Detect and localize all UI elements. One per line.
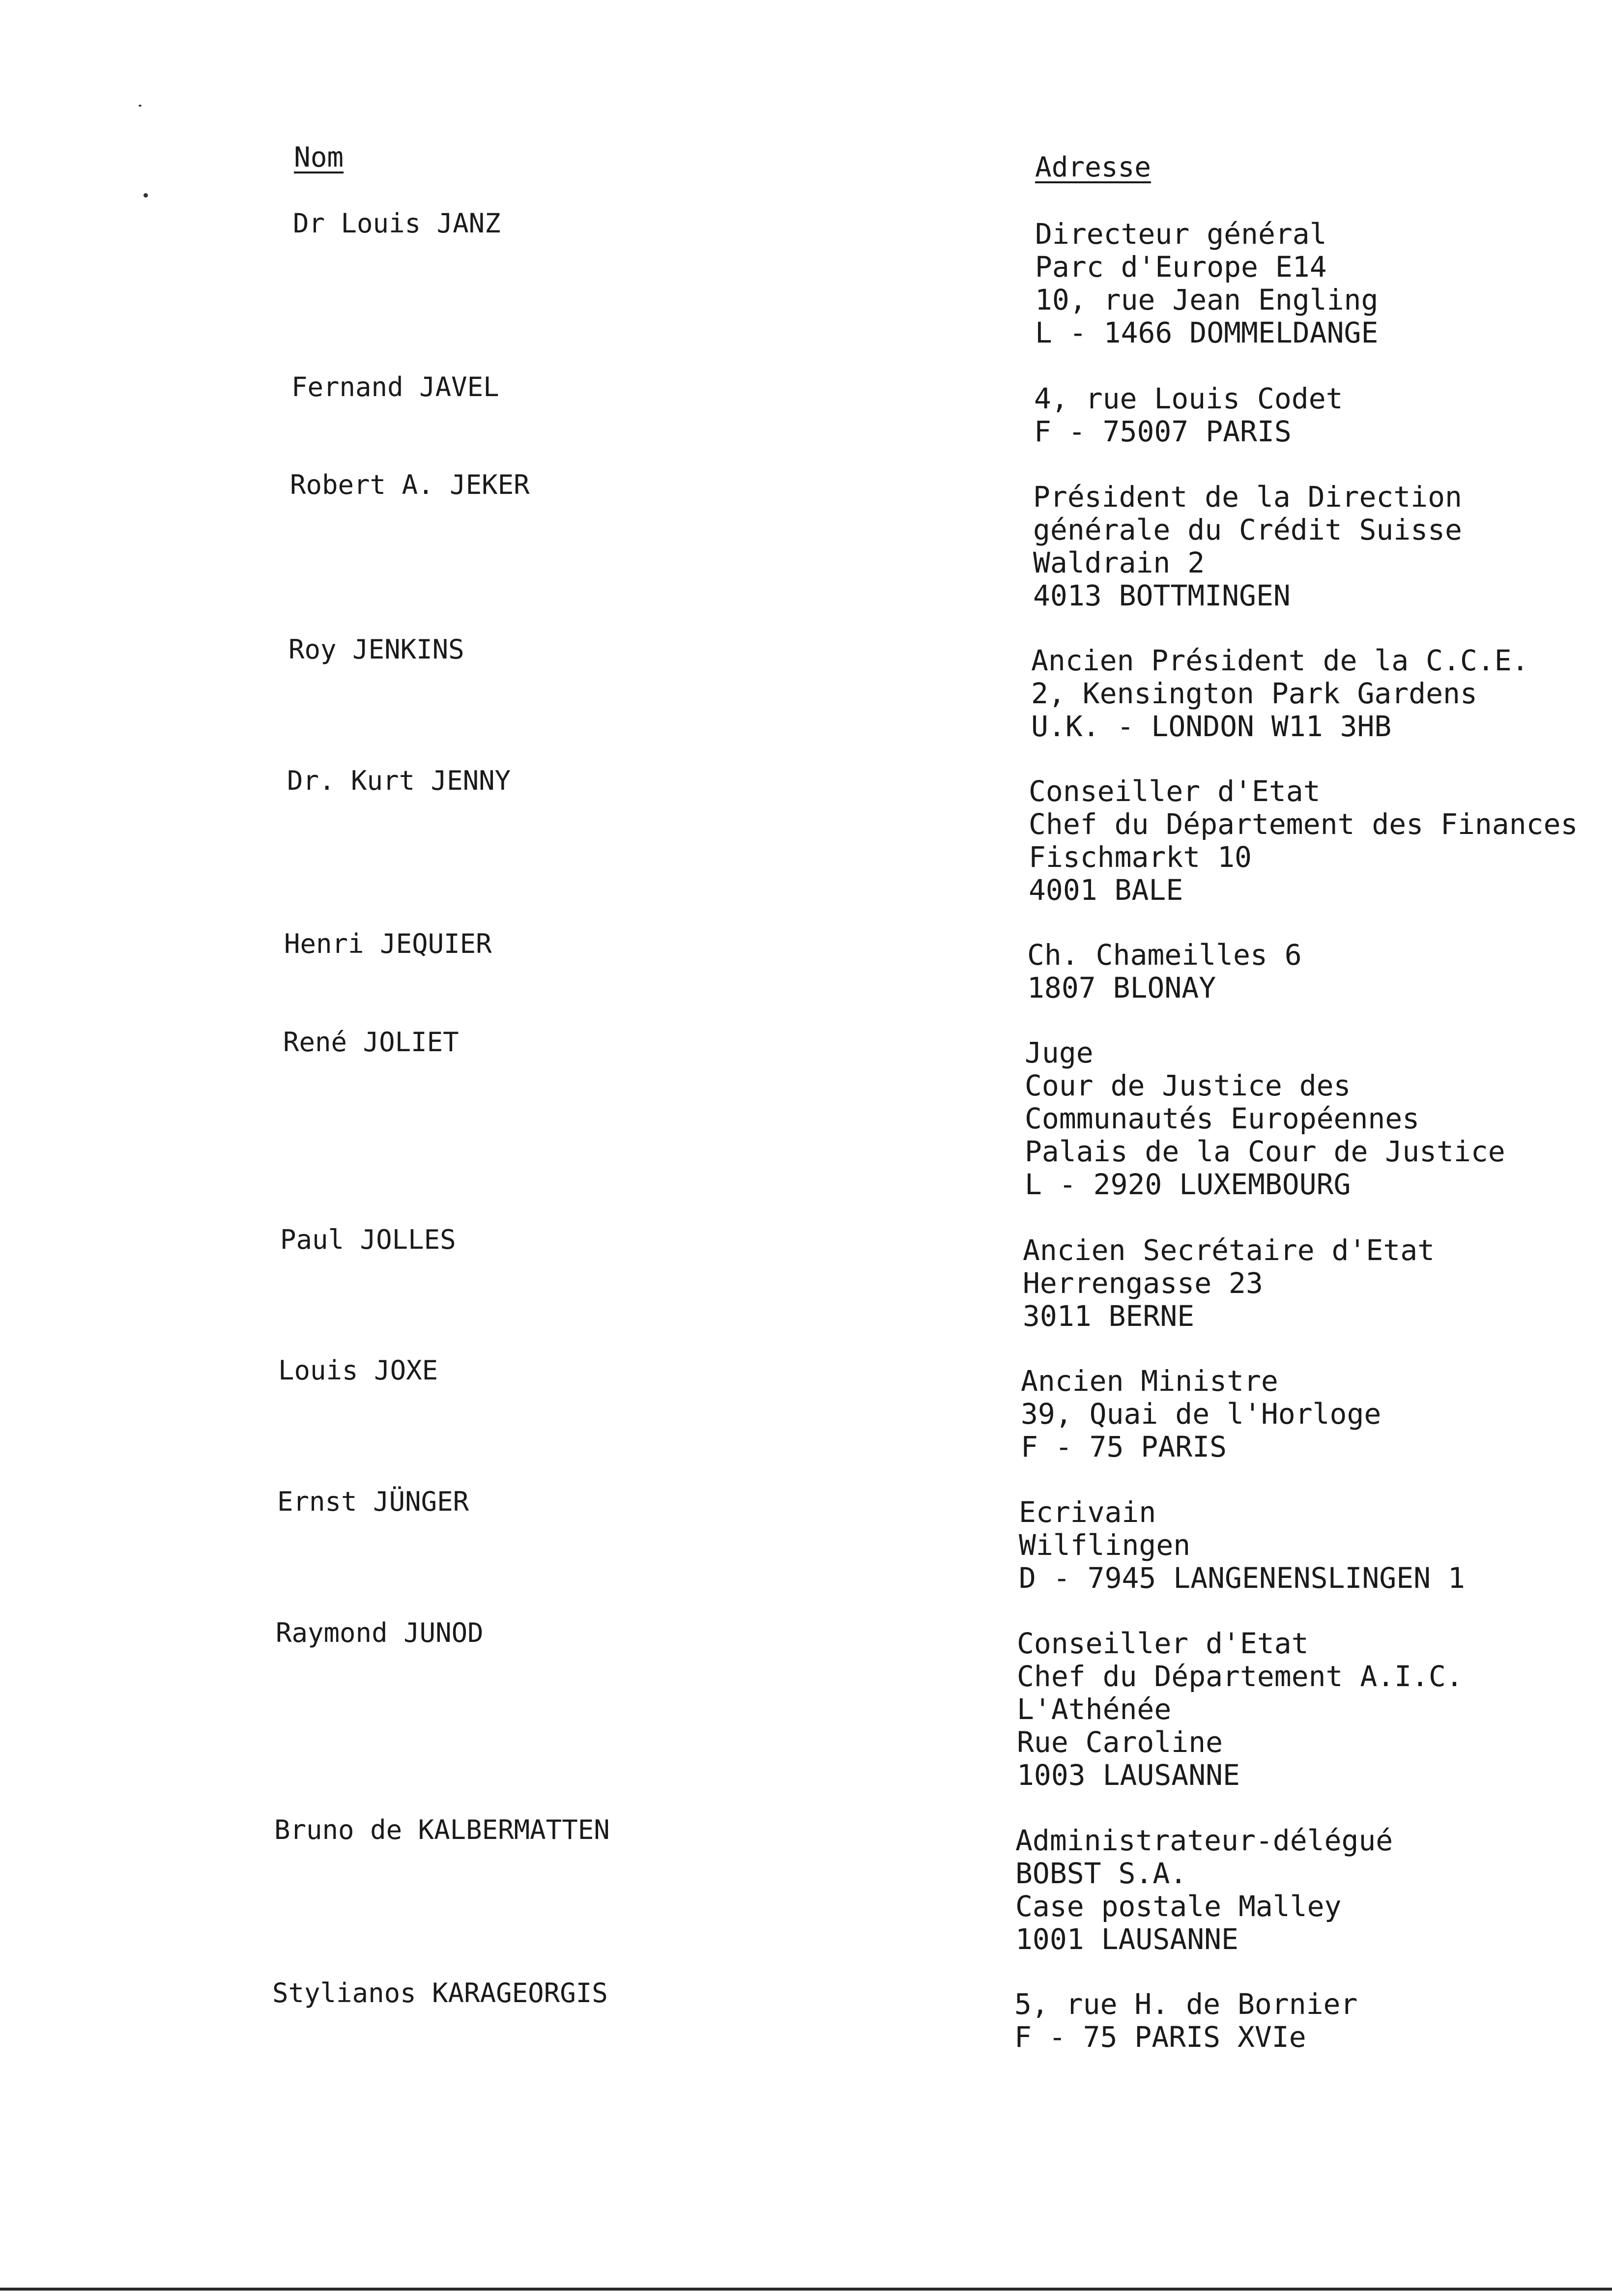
entry-name: René JOLIET: [283, 1027, 459, 1058]
entry-name: Bruno de KALBERMATTEN: [274, 1814, 610, 1845]
address-line: Rue Caroline: [1017, 1725, 1223, 1759]
address-line: 1807 BLONAY: [1027, 971, 1216, 1004]
entry-name: Dr. Kurt JENNY: [287, 765, 511, 796]
entry-name: Roy JENKINS: [288, 634, 464, 665]
entry-name: Fernand JAVEL: [291, 372, 499, 402]
address-line: F - 75 PARIS XVIe: [1014, 2020, 1306, 2054]
entry-address: [1034, 382, 1343, 448]
entry-name: Ernst JÜNGER: [277, 1486, 469, 1517]
entry-name: Louis JOXE: [278, 1355, 438, 1386]
entry-address: [1021, 1365, 1381, 1464]
entry-name: Henri JEQUIER: [284, 928, 492, 959]
address-line: Conseiller d'Etat: [1029, 775, 1321, 808]
address-line: Ancien Président de la C.C.E.: [1031, 644, 1529, 677]
entry-address: [1027, 939, 1302, 1004]
column-header-name: Nom: [294, 142, 344, 173]
entry-name: Stylianos KARAGEORGIS: [272, 1978, 608, 2009]
column-header-address: Adresse: [1035, 151, 1151, 183]
address-line: Ecrivain: [1019, 1495, 1156, 1529]
address-line: L'Athénée: [1017, 1693, 1172, 1726]
address-line: F - 75007 PARIS: [1034, 415, 1292, 448]
entry-address: [1035, 218, 1378, 349]
bottom-edge-rule: [0, 2288, 1612, 2291]
address-line: Waldrain 2: [1033, 546, 1205, 579]
address-line: Parc d'Europe E14: [1035, 250, 1327, 284]
address-line: 5, rue H. de Bornier: [1014, 1987, 1358, 2021]
address-line: 2, Kensington Park Gardens: [1031, 677, 1477, 710]
entry-address: [1017, 1627, 1463, 1792]
entry-name: Paul JOLLES: [280, 1224, 456, 1255]
entry-address: [1025, 1036, 1505, 1201]
address-line: Palais de la Cour de Justice: [1025, 1135, 1505, 1168]
address-line: Fischmarkt 10: [1029, 840, 1252, 874]
address-line: générale du Crédit Suisse: [1033, 513, 1462, 546]
address-line: 4, rue Louis Codet: [1034, 382, 1343, 415]
address-line: U.K. - LONDON W11 3HB: [1031, 710, 1392, 743]
address-line: Ancien Ministre: [1021, 1364, 1278, 1398]
address-line: BOBST S.A.: [1015, 1857, 1187, 1890]
entry-address: [1019, 1496, 1465, 1595]
entry-address: [1015, 1824, 1393, 1956]
scan-speck: [139, 105, 142, 107]
entry-address: [1023, 1234, 1435, 1333]
address-line: Ancien Secrétaire d'Etat: [1023, 1234, 1435, 1267]
address-line: D - 7945 LANGENENSLINGEN 1: [1019, 1561, 1465, 1595]
address-line: 1003 LAUSANNE: [1017, 1758, 1240, 1792]
address-line: L - 1466 DOMMELDANGE: [1035, 316, 1379, 349]
entry-address: [1029, 775, 1578, 907]
address-line: Juge: [1025, 1036, 1094, 1069]
address-line: Case postale Malley: [1015, 1890, 1342, 1923]
address-line: 4001 BALE: [1029, 873, 1183, 907]
address-line: Ch. Chameilles 6: [1027, 938, 1302, 972]
address-line: Administrateur-délégué: [1015, 1824, 1393, 1857]
address-line: 1001 LAUSANNE: [1015, 1923, 1238, 1956]
address-line: Conseiller d'Etat: [1017, 1627, 1309, 1660]
address-line: 10, rue Jean Engling: [1035, 283, 1379, 316]
address-line: Herrengasse 23: [1023, 1266, 1263, 1300]
address-line: Directeur général: [1035, 217, 1327, 251]
address-line: F - 75 PARIS: [1021, 1430, 1227, 1464]
address-line: Cour de Justice des: [1025, 1069, 1351, 1102]
entry-name: Robert A. JEKER: [290, 469, 530, 500]
address-line: 3011 BERNE: [1023, 1299, 1195, 1333]
entry-address: [1033, 481, 1462, 612]
scan-speck: [144, 193, 148, 198]
address-line: L - 2920 LUXEMBOURG: [1025, 1168, 1351, 1201]
address-line: Communautés Européennes: [1025, 1102, 1420, 1135]
entry-address: [1014, 1988, 1357, 2054]
entry-name: Dr Louis JANZ: [293, 208, 501, 239]
address-line: Président de la Direction: [1033, 480, 1462, 514]
entry-name: Raymond JUNOD: [276, 1617, 484, 1648]
address-line: Wilflingen: [1019, 1528, 1191, 1562]
address-line: 39, Quai de l'Horloge: [1021, 1397, 1382, 1431]
address-line: Chef du Département A.I.C.: [1017, 1660, 1463, 1693]
address-line: 4013 BOTTMINGEN: [1033, 579, 1291, 612]
address-line: Chef du Département des Finances: [1029, 807, 1578, 841]
entry-address: [1031, 644, 1529, 743]
